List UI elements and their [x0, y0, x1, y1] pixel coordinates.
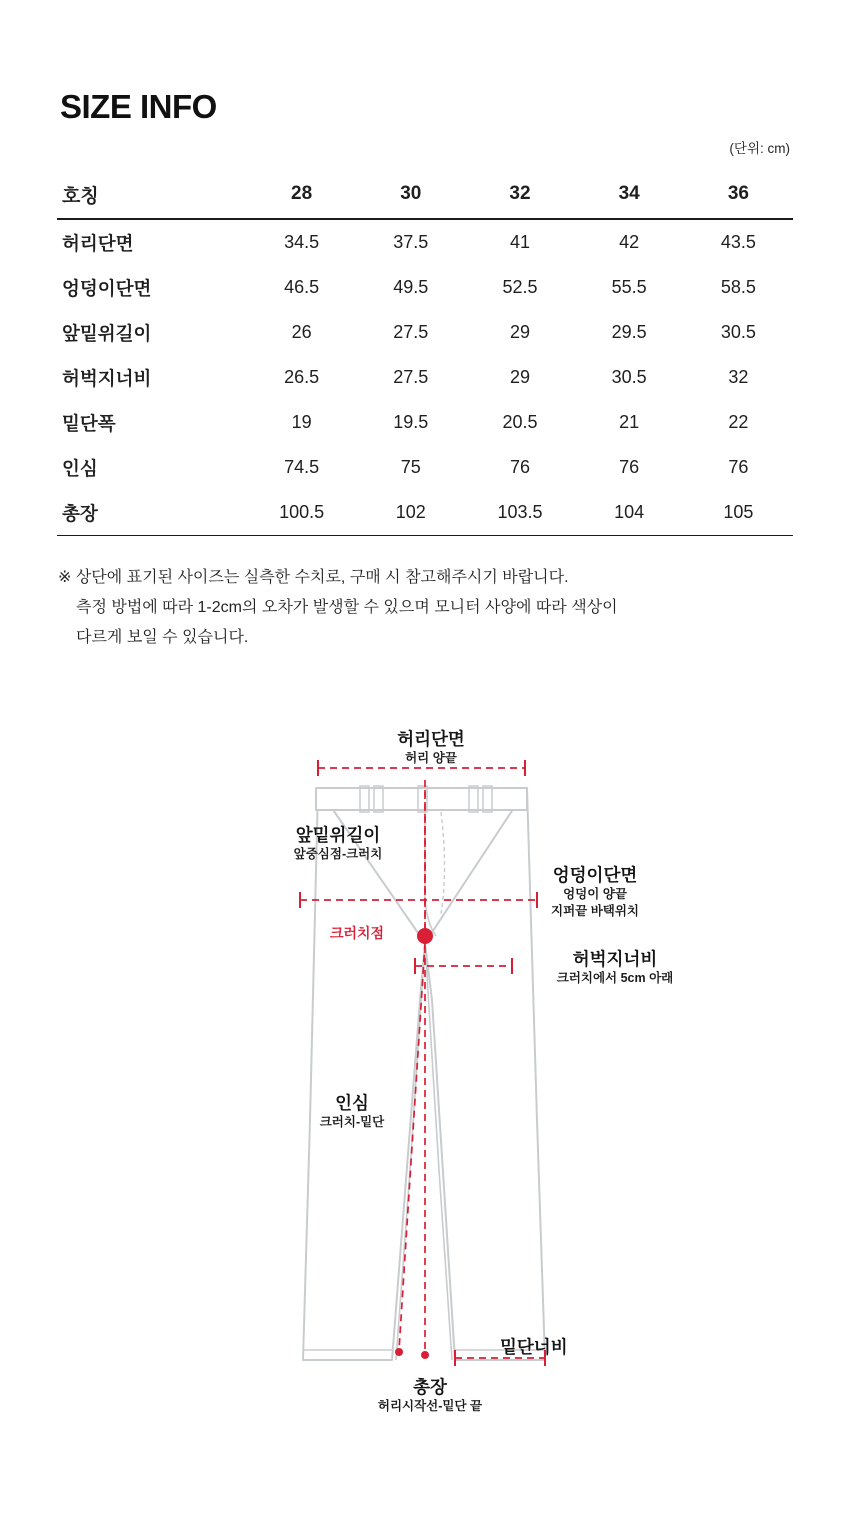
- cell-value: 37.5: [393, 232, 429, 252]
- label-total-length: 총장 허리시작선-밑단 끝: [377, 1377, 483, 1413]
- cell-value: 100.5: [247, 490, 356, 536]
- row-label: 엉덩이단면: [62, 277, 152, 299]
- row-label: 인심: [62, 457, 98, 479]
- page-title: SIZE INFO: [60, 88, 217, 125]
- row-label: 허리단면: [62, 232, 134, 254]
- cell-value: 26: [291, 322, 312, 342]
- cell-value: 26.5: [284, 367, 320, 387]
- cell-value: 52.5: [502, 277, 538, 297]
- cell-value: 29: [509, 322, 530, 342]
- table-row: [57, 400, 793, 445]
- cell-value: 41: [509, 232, 530, 252]
- cell-value: 104: [575, 490, 684, 536]
- unit-note: (단위: cm): [729, 141, 790, 156]
- cell-value: 74.5: [284, 457, 320, 477]
- table-row: [57, 490, 793, 536]
- column-header-32: 32: [465, 170, 574, 219]
- cell-value: 105: [684, 490, 793, 536]
- row-label: 밑단폭: [62, 412, 116, 434]
- note-line-1: ※ 상단에 표기된 사이즈는 실측한 수치로, 구매 시 참고해주시기 바랍니다.: [58, 569, 569, 586]
- cell-value: 30.5: [720, 322, 756, 342]
- table-row: [57, 310, 793, 355]
- row-label: 허벅지너비: [62, 367, 152, 389]
- cell-value: 27.5: [393, 322, 429, 342]
- cell-value: 58.5: [720, 277, 756, 297]
- cell-value: 42: [619, 232, 640, 252]
- table-row: [57, 445, 793, 490]
- cell-value: 19: [291, 412, 312, 432]
- label-hip: 엉덩이단면 엉덩이 양끝 지퍼끝 바택위치: [551, 865, 639, 918]
- cell-value: 19.5: [393, 412, 429, 432]
- table-header-row: [57, 170, 793, 219]
- cell-value: 103.5: [465, 490, 574, 536]
- table-row: [57, 265, 793, 310]
- cell-value: 22: [728, 412, 749, 432]
- column-header-30: 30: [356, 170, 465, 219]
- measurement-notes: [58, 563, 798, 653]
- column-header-34: 34: [575, 170, 684, 219]
- cell-value: 29.5: [611, 322, 647, 342]
- cell-value: 75: [400, 457, 421, 477]
- pants-measurement-diagram: [0, 700, 850, 1460]
- note-line-2: 측정 방법에 따라 1-2cm의 오차가 발생할 수 있으며 모니터 사양에 따라 색상이: [76, 599, 618, 616]
- label-crotch-point: 크러치점: [329, 925, 385, 941]
- label-inseam: 인심 크러치-밑단: [319, 1093, 385, 1129]
- note-line-3: 다르게 보일 수 있습니다.: [76, 629, 249, 646]
- cell-value: 30.5: [611, 367, 647, 387]
- cell-value: 46.5: [284, 277, 320, 297]
- size-table-wrap: [57, 170, 793, 536]
- cell-value: 55.5: [611, 277, 647, 297]
- label-hem-width: 밑단너비: [500, 1337, 568, 1357]
- cell-value: 32: [728, 367, 749, 387]
- column-header-28: 28: [247, 170, 356, 219]
- cell-value: 34.5: [284, 232, 320, 252]
- column-header-label: 호칭: [57, 170, 247, 219]
- cell-value: 76: [509, 457, 530, 477]
- cell-value: 49.5: [393, 277, 429, 297]
- cell-value: 102: [356, 490, 465, 536]
- cell-value: 76: [728, 457, 749, 477]
- row-label: 총장: [57, 490, 247, 536]
- row-label: 앞밑위길이: [62, 322, 152, 344]
- label-waist: 허리단면 허리 양끝: [397, 729, 465, 765]
- label-thigh: 허벅지너비 크러치에서 5cm 아래: [556, 949, 674, 985]
- cell-value: 76: [619, 457, 640, 477]
- cell-value: 21: [619, 412, 640, 432]
- cell-value: 29: [509, 367, 530, 387]
- size-table: [57, 170, 793, 536]
- table-row: [57, 219, 793, 265]
- column-header-36: 36: [684, 170, 793, 219]
- cell-value: 20.5: [502, 412, 538, 432]
- table-row: [57, 355, 793, 400]
- cell-value: 27.5: [393, 367, 429, 387]
- pants-illustration: [0, 700, 850, 1460]
- cell-value: 43.5: [720, 232, 756, 252]
- label-front-rise: 앞밑위길이 앞중심점-크러치: [293, 825, 383, 861]
